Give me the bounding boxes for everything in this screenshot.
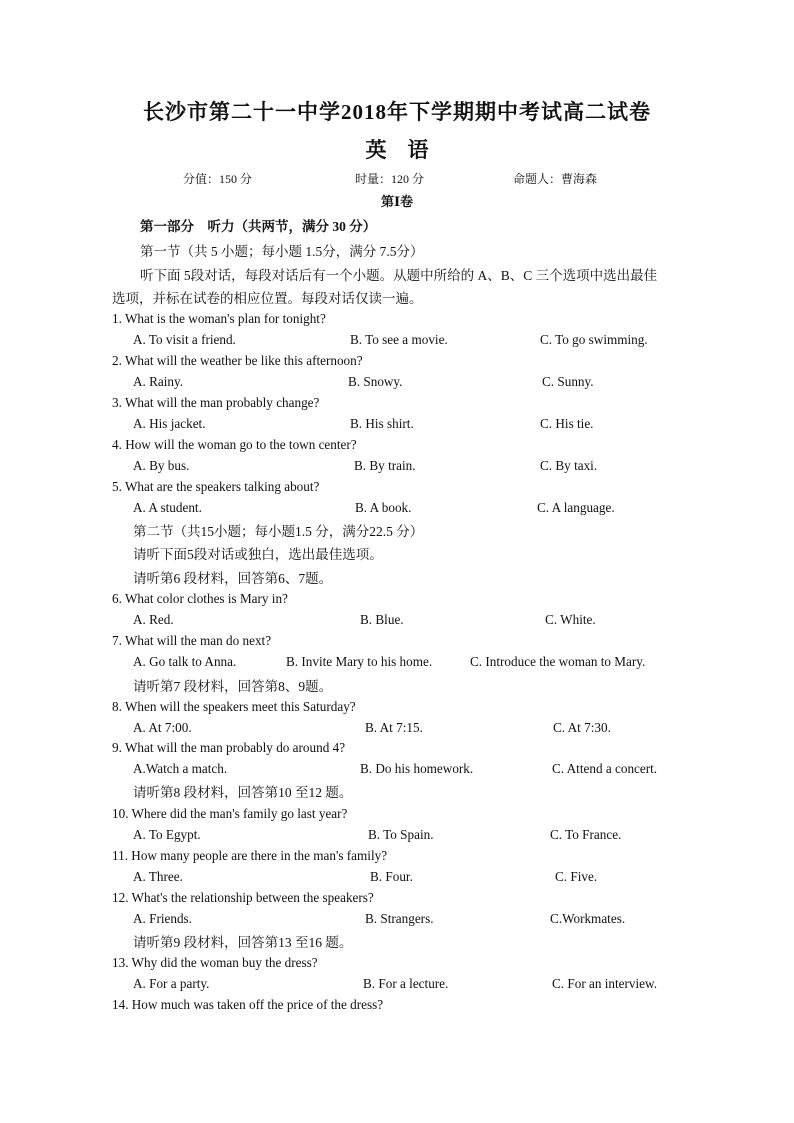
option-8c: C. At 7:30. xyxy=(553,720,611,735)
instructions-line2: 选项，并标在试卷的相应位置。每段对话仅读一遍。 xyxy=(112,291,423,306)
material-6-note: 请听第6 段材料，回答第6、7题。 xyxy=(133,571,333,586)
material-9-note: 请听第9 段材料，回答第13 至16 题。 xyxy=(133,935,353,950)
option-3a: A. His jacket. xyxy=(133,416,206,431)
option-9a: A.Watch a match. xyxy=(133,761,228,776)
volume-label: 第Ⅰ卷 xyxy=(380,194,414,209)
option-10a: A. To Egypt. xyxy=(133,827,201,842)
option-9c: C. Attend a concert. xyxy=(552,761,658,776)
option-13b: B. For a lecture. xyxy=(363,976,449,991)
option-7a: A. Go talk to Anna. xyxy=(133,654,237,669)
option-13c: C. For an interview. xyxy=(552,976,657,991)
option-2b: B. Snowy. xyxy=(348,374,403,389)
option-4a: A. By bus. xyxy=(133,458,190,473)
option-4b: B. By train. xyxy=(354,458,416,473)
question-1: 1. What is the woman's plan for tonight? xyxy=(112,311,326,326)
question-11: 11. How many people are there in the man's family? xyxy=(112,848,388,863)
option-2a: A. Rainy. xyxy=(133,374,184,389)
section1-heading: 第一节（共 5 小题；每小题 1.5分，满分 7.5分） xyxy=(140,244,424,259)
option-6c: C. White. xyxy=(545,612,596,627)
option-2c: C. Sunny. xyxy=(542,374,594,389)
option-8a: A. At 7:00. xyxy=(133,720,192,735)
option-9b: B. Do his homework. xyxy=(360,761,474,776)
exam-title: 长沙市第二十一中学2018年下学期期中考试高二试卷 xyxy=(143,100,651,124)
question-4: 4. How will the woman go to the town center? xyxy=(112,437,357,452)
question-8: 8. When will the speakers meet this Saturday? xyxy=(112,699,356,714)
section2-heading: 第二节（共15小题；每小题1.5 分，满分22.5 分） xyxy=(133,524,424,539)
question-10: 10. Where did the man's family go last year? xyxy=(112,806,348,821)
option-1c: C. To go swimming. xyxy=(540,332,648,347)
option-4c: C. By taxi. xyxy=(540,458,598,473)
option-7b: B. Invite Mary to his home. xyxy=(286,654,433,669)
option-6a: A. Red. xyxy=(133,612,174,627)
question-6: 6. What color clothes is Mary in? xyxy=(112,591,288,606)
part1-heading: 第一部分 听力（共两节，满分 30 分） xyxy=(140,219,377,234)
option-13a: A. For a party. xyxy=(133,976,210,991)
question-3: 3. What will the man probably change? xyxy=(112,395,320,410)
option-1b: B. To see a movie. xyxy=(350,332,448,347)
question-12: 12. What's the relationship between the speakers? xyxy=(112,890,374,905)
section2-instructions: 请听下面5段对话或独白，选出最佳选项。 xyxy=(133,547,383,562)
question-9: 9. What will the man probably do around 4? xyxy=(112,740,346,755)
option-8b: B. At 7:15. xyxy=(365,720,423,735)
option-5a: A. A student. xyxy=(133,500,202,515)
question-7: 7. What will the man do next? xyxy=(112,633,272,648)
option-11a: A. Three. xyxy=(133,869,183,884)
option-5b: B. A book. xyxy=(355,500,412,515)
option-12a: A. Friends. xyxy=(133,911,192,926)
question-2: 2. What will the weather be like this afternoon? xyxy=(112,353,363,368)
question-5: 5. What are the speakers talking about? xyxy=(112,479,320,494)
option-6b: B. Blue. xyxy=(360,612,404,627)
option-5c: C. A language. xyxy=(537,500,615,515)
option-1a: A. To visit a friend. xyxy=(133,332,236,347)
question-13: 13. Why did the woman buy the dress? xyxy=(112,955,318,970)
author-info: 命题人：曹海森 xyxy=(513,172,598,186)
instructions-line1: 听下面 5段对话，每段对话后有一个小题。从题中所给的 A、B、C 三个选项中选出最佳 xyxy=(140,268,658,283)
option-12c: C.Workmates. xyxy=(550,911,626,926)
option-3c: C. His tie. xyxy=(540,416,594,431)
option-7c: C. Introduce the woman to Mary. xyxy=(470,654,646,669)
option-10b: B. To Spain. xyxy=(368,827,434,842)
subject-title: 英 语 xyxy=(365,138,429,162)
material-8-note: 请听第8 段材料，回答第10 至12 题。 xyxy=(133,785,353,800)
option-3b: B. His shirt. xyxy=(350,416,414,431)
time-info: 时量：120 分 xyxy=(355,172,425,186)
option-11b: B. Four. xyxy=(370,869,413,884)
option-12b: B. Strangers. xyxy=(365,911,434,926)
score-info: 分值：150 分 xyxy=(183,172,253,186)
question-14: 14. How much was taken off the price of the dress? xyxy=(112,997,384,1012)
option-10c: C. To France. xyxy=(550,827,622,842)
material-7-note: 请听第7 段材料，回答第8、9题。 xyxy=(133,679,333,694)
option-11c: C. Five. xyxy=(555,869,598,884)
